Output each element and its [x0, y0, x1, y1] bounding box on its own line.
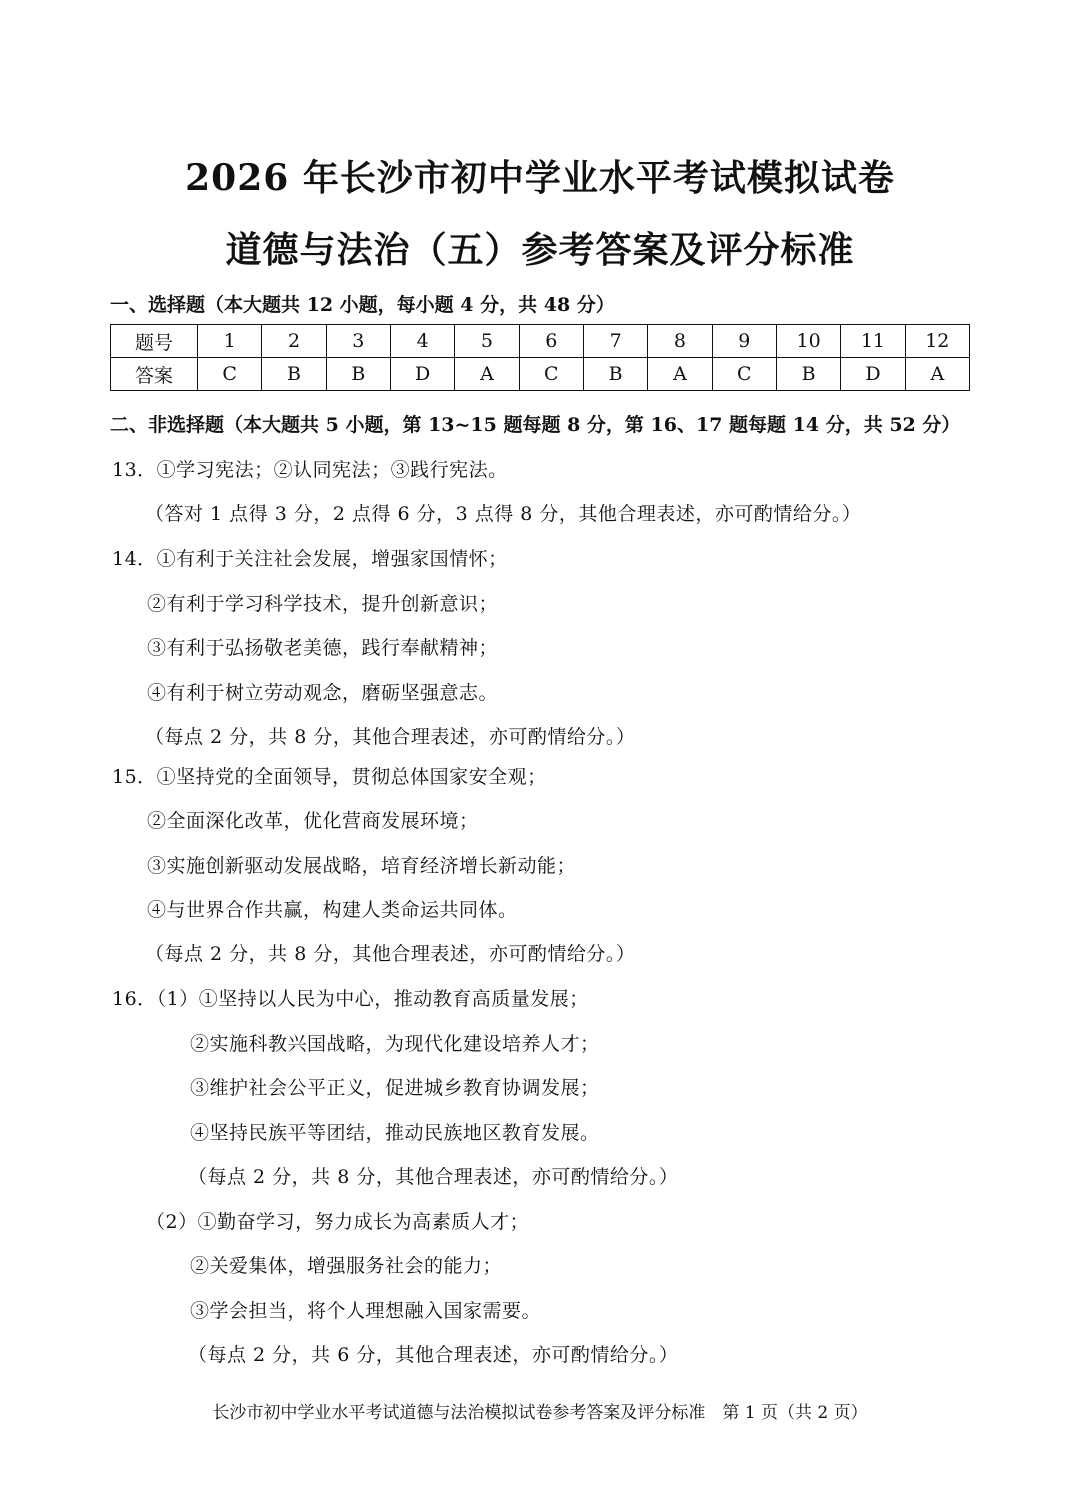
q16-part2-scoring-note: （每点 2 分，共 6 分，其他合理表述，亦可酌情给分。） — [188, 1344, 679, 1366]
table-cell: C — [519, 358, 583, 391]
table-cell: C — [198, 358, 262, 391]
table-cell: 10 — [776, 325, 840, 358]
q14-answer-4: ④有利于树立劳动观念，磨砺坚强意志。 — [147, 682, 499, 704]
q14-answer-1: 14．①有利于关注社会发展，增强家国情怀； — [112, 548, 508, 570]
table-cell: B — [776, 358, 840, 391]
q15-answer-1: 15．①坚持党的全面领导，贯彻总体国家安全观； — [112, 766, 547, 788]
q16-part1-answer-2: ②实施科教兴国战略，为现代化建设培养人才； — [190, 1033, 600, 1055]
q16-part2-answer-1: （2）①勤奋学习，努力成长为高素质人才； — [146, 1211, 530, 1233]
q15-answer-3: ③实施创新驱动发展战略，培育经济增长新动能； — [147, 855, 577, 877]
table-cell: 11 — [841, 325, 905, 358]
q16-part1-scoring-note: （每点 2 分，共 8 分，其他合理表述，亦可酌情给分。） — [188, 1166, 679, 1188]
section1-heading: 一、选择题（本大题共 12 小题，每小题 4 分，共 48 分） — [110, 294, 615, 316]
table-cell: 5 — [455, 325, 519, 358]
page-footer: 长沙市初中学业水平考试道德与法治模拟试卷参考答案及评分标准 第 1 页（共 2 页） — [212, 1403, 868, 1423]
q15-scoring-note: （每点 2 分，共 8 分，其他合理表述，亦可酌情给分。） — [145, 943, 636, 965]
q14-answer-3: ③有利于弘扬敬老美德，践行奉献精神； — [147, 637, 499, 659]
table-cell: D — [841, 358, 905, 391]
table-cell: 12 — [905, 325, 969, 358]
q15-answer-4: ④与世界合作共赢，构建人类命运共同体。 — [147, 899, 518, 921]
q14-scoring-note: （每点 2 分，共 8 分，其他合理表述，亦可酌情给分。） — [145, 726, 636, 748]
table-cell: 1 — [198, 325, 262, 358]
q16-part2-answer-3: ③学会担当，将个人理想融入国家需要。 — [190, 1300, 542, 1322]
table-cell: A — [648, 358, 712, 391]
table-cell: 8 — [648, 325, 712, 358]
table-cell: 9 — [712, 325, 776, 358]
exam-subtitle: 道德与法治（五）参考答案及评分标准 — [225, 229, 855, 271]
table-cell: A — [455, 358, 519, 391]
q13-scoring-note: （答对 1 点得 3 分，2 点得 6 分，3 点得 8 分，其他合理表述，亦可酌情给分。） — [145, 503, 862, 525]
table-cell: A — [905, 358, 969, 391]
table-cell: B — [583, 358, 647, 391]
table-cell: 4 — [390, 325, 454, 358]
exam-title: 2026 年长沙市初中学业水平考试模拟试卷 — [185, 157, 895, 199]
row-label-answer: 答案 — [111, 358, 198, 391]
table-cell: 3 — [326, 325, 390, 358]
row-label-number: 题号 — [111, 325, 198, 358]
q14-answer-2: ②有利于学习科学技术，提升创新意识； — [147, 593, 499, 615]
table-cell: 2 — [262, 325, 326, 358]
table-cell: D — [390, 358, 454, 391]
q16-part1-answer-3: ③维护社会公平正义，促进城乡教育协调发展； — [190, 1077, 600, 1099]
table-cell: B — [326, 358, 390, 391]
table-cell: C — [712, 358, 776, 391]
table-cell: 7 — [583, 325, 647, 358]
choice-answer-table — [110, 324, 970, 391]
q16-part2-answer-2: ②关爱集体，增强服务社会的能力； — [190, 1255, 503, 1277]
q15-answer-2: ②全面深化改革，优化营商发展环境； — [147, 810, 479, 832]
table-row-answers — [111, 358, 970, 391]
table-cell: B — [262, 358, 326, 391]
q13-answer: 13．①学习宪法；②认同宪法；③践行宪法。 — [112, 459, 508, 481]
q16-part1-answer-1: 16．（1）①坚持以人民为中心，推动教育高质量发展； — [112, 988, 589, 1010]
section2-heading: 二、非选择题（本大题共 5 小题，第 13~15 题每题 8 分，第 16、17 题每题 14 分，共 52 分） — [110, 414, 961, 436]
q16-part1-answer-4: ④坚持民族平等团结，推动民族地区教育发展。 — [190, 1122, 600, 1144]
table-row-numbers — [111, 325, 970, 358]
table-cell: 6 — [519, 325, 583, 358]
